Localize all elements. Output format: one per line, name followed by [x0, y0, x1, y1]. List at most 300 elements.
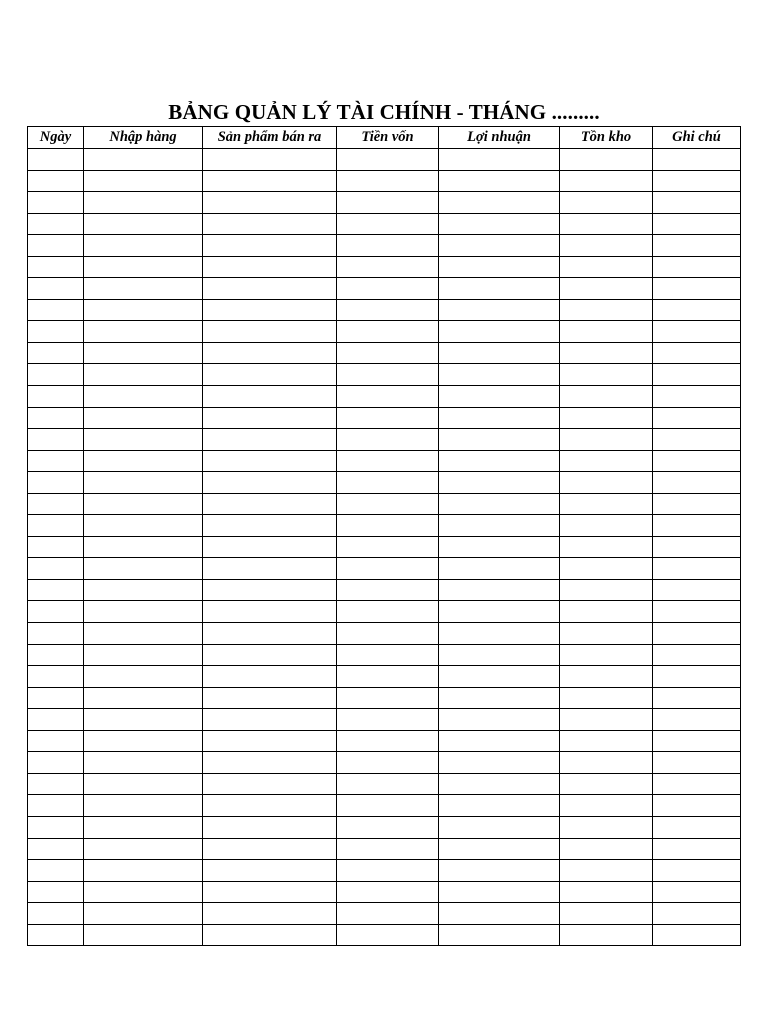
table-row — [28, 256, 741, 278]
table-cell-san-pham-ban-ra — [203, 407, 337, 429]
table-cell-ton-kho — [560, 644, 653, 666]
table-cell-ngay — [28, 601, 84, 623]
table-row — [28, 407, 741, 429]
table-cell-nhap-hang — [84, 170, 203, 192]
table-cell-loi-nhuan — [439, 816, 560, 838]
table-row — [28, 342, 741, 364]
table-cell-ngay — [28, 924, 84, 946]
table-row — [28, 515, 741, 537]
table-cell-ton-kho — [560, 149, 653, 171]
table-cell-san-pham-ban-ra — [203, 536, 337, 558]
table-row — [28, 170, 741, 192]
table-row — [28, 278, 741, 300]
table-cell-san-pham-ban-ra — [203, 860, 337, 882]
table-cell-san-pham-ban-ra — [203, 623, 337, 645]
table-cell-ngay — [28, 493, 84, 515]
table-cell-ghi-chu — [653, 235, 741, 257]
table-cell-loi-nhuan — [439, 493, 560, 515]
table-cell-nhap-hang — [84, 192, 203, 214]
table-cell-san-pham-ban-ra — [203, 386, 337, 408]
table-cell-tien-von — [337, 321, 439, 343]
table-cell-san-pham-ban-ra — [203, 881, 337, 903]
table-cell-ghi-chu — [653, 601, 741, 623]
table-cell-ton-kho — [560, 407, 653, 429]
table-cell-ghi-chu — [653, 386, 741, 408]
table-cell-loi-nhuan — [439, 278, 560, 300]
table-cell-ngay — [28, 472, 84, 494]
table-cell-ghi-chu — [653, 687, 741, 709]
table-cell-san-pham-ban-ra — [203, 299, 337, 321]
table-cell-ngay — [28, 170, 84, 192]
table-row — [28, 450, 741, 472]
table-cell-ghi-chu — [653, 170, 741, 192]
table-cell-tien-von — [337, 903, 439, 925]
table-cell-ghi-chu — [653, 860, 741, 882]
table-cell-ton-kho — [560, 278, 653, 300]
table-cell-ghi-chu — [653, 192, 741, 214]
table-cell-ghi-chu — [653, 278, 741, 300]
table-cell-ton-kho — [560, 364, 653, 386]
table-cell-ghi-chu — [653, 838, 741, 860]
table-cell-san-pham-ban-ra — [203, 558, 337, 580]
table-cell-tien-von — [337, 235, 439, 257]
table-cell-nhap-hang — [84, 730, 203, 752]
table-cell-loi-nhuan — [439, 321, 560, 343]
table-cell-ghi-chu — [653, 903, 741, 925]
table-cell-ngay — [28, 579, 84, 601]
table-cell-nhap-hang — [84, 536, 203, 558]
table-cell-ghi-chu — [653, 364, 741, 386]
table-row — [28, 816, 741, 838]
table-cell-ngay — [28, 386, 84, 408]
table-cell-tien-von — [337, 795, 439, 817]
table-cell-nhap-hang — [84, 558, 203, 580]
table-cell-ghi-chu — [653, 730, 741, 752]
table-cell-san-pham-ban-ra — [203, 795, 337, 817]
table-cell-ton-kho — [560, 299, 653, 321]
table-cell-tien-von — [337, 601, 439, 623]
column-header-loi-nhuan: Lợi nhuận — [439, 127, 560, 149]
table-cell-ton-kho — [560, 623, 653, 645]
table-cell-loi-nhuan — [439, 924, 560, 946]
table-row — [28, 795, 741, 817]
table-row — [28, 709, 741, 731]
table-cell-ngay — [28, 752, 84, 774]
table-cell-ngay — [28, 213, 84, 235]
table-cell-ton-kho — [560, 256, 653, 278]
table-header — [28, 127, 741, 149]
table-cell-ghi-chu — [653, 644, 741, 666]
table-cell-ngay — [28, 342, 84, 364]
table-row — [28, 321, 741, 343]
table-cell-san-pham-ban-ra — [203, 278, 337, 300]
table-cell-nhap-hang — [84, 515, 203, 537]
table-cell-ngay — [28, 407, 84, 429]
table-row — [28, 364, 741, 386]
table-cell-nhap-hang — [84, 342, 203, 364]
table-cell-ghi-chu — [653, 816, 741, 838]
table-cell-loi-nhuan — [439, 881, 560, 903]
table-row — [28, 235, 741, 257]
table-cell-ghi-chu — [653, 321, 741, 343]
table-row — [28, 213, 741, 235]
table-cell-ngay — [28, 623, 84, 645]
table-cell-nhap-hang — [84, 816, 203, 838]
table-cell-ghi-chu — [653, 795, 741, 817]
table-cell-nhap-hang — [84, 429, 203, 451]
table-cell-san-pham-ban-ra — [203, 364, 337, 386]
table-cell-san-pham-ban-ra — [203, 601, 337, 623]
table-row — [28, 299, 741, 321]
table-cell-san-pham-ban-ra — [203, 149, 337, 171]
table-cell-san-pham-ban-ra — [203, 429, 337, 451]
table-cell-san-pham-ban-ra — [203, 816, 337, 838]
column-header-ghi-chu: Ghi chú — [653, 127, 741, 149]
table-row — [28, 493, 741, 515]
table-cell-ton-kho — [560, 838, 653, 860]
table-cell-ngay — [28, 235, 84, 257]
table-cell-ghi-chu — [653, 773, 741, 795]
table-cell-san-pham-ban-ra — [203, 235, 337, 257]
table-cell-ngay — [28, 903, 84, 925]
table-cell-tien-von — [337, 773, 439, 795]
table-cell-loi-nhuan — [439, 407, 560, 429]
table-cell-ghi-chu — [653, 623, 741, 645]
table-row — [28, 623, 741, 645]
table-cell-tien-von — [337, 623, 439, 645]
table-row — [28, 536, 741, 558]
table-cell-tien-von — [337, 860, 439, 882]
table-cell-nhap-hang — [84, 299, 203, 321]
table-cell-nhap-hang — [84, 881, 203, 903]
table-cell-tien-von — [337, 666, 439, 688]
table-cell-loi-nhuan — [439, 256, 560, 278]
table-row — [28, 838, 741, 860]
table-cell-ton-kho — [560, 536, 653, 558]
table-cell-ghi-chu — [653, 450, 741, 472]
table-cell-ngay — [28, 321, 84, 343]
table-cell-ghi-chu — [653, 429, 741, 451]
table-cell-ghi-chu — [653, 299, 741, 321]
table-cell-nhap-hang — [84, 623, 203, 645]
table-cell-ngay — [28, 558, 84, 580]
table-cell-san-pham-ban-ra — [203, 730, 337, 752]
table-row — [28, 472, 741, 494]
table-cell-ghi-chu — [653, 709, 741, 731]
table-cell-nhap-hang — [84, 709, 203, 731]
table-cell-tien-von — [337, 515, 439, 537]
table-cell-loi-nhuan — [439, 299, 560, 321]
table-cell-loi-nhuan — [439, 170, 560, 192]
table-cell-ton-kho — [560, 342, 653, 364]
table-cell-loi-nhuan — [439, 429, 560, 451]
table-cell-nhap-hang — [84, 472, 203, 494]
table-cell-tien-von — [337, 752, 439, 774]
table-cell-tien-von — [337, 816, 439, 838]
table-cell-san-pham-ban-ra — [203, 838, 337, 860]
table-row — [28, 903, 741, 925]
table-cell-nhap-hang — [84, 687, 203, 709]
table-row — [28, 924, 741, 946]
table-cell-san-pham-ban-ra — [203, 450, 337, 472]
table-cell-ngay — [28, 644, 84, 666]
table-cell-san-pham-ban-ra — [203, 644, 337, 666]
table-row — [28, 192, 741, 214]
table-cell-tien-von — [337, 838, 439, 860]
table-cell-ghi-chu — [653, 256, 741, 278]
table-cell-tien-von — [337, 364, 439, 386]
table-cell-ghi-chu — [653, 213, 741, 235]
table-cell-tien-von — [337, 644, 439, 666]
table-cell-san-pham-ban-ra — [203, 493, 337, 515]
table-cell-nhap-hang — [84, 924, 203, 946]
table-cell-ton-kho — [560, 730, 653, 752]
table-cell-ghi-chu — [653, 536, 741, 558]
table-cell-ton-kho — [560, 386, 653, 408]
table-cell-nhap-hang — [84, 579, 203, 601]
table-cell-ghi-chu — [653, 149, 741, 171]
table-cell-loi-nhuan — [439, 903, 560, 925]
table-cell-ngay — [28, 299, 84, 321]
table-cell-tien-von — [337, 450, 439, 472]
table-cell-ghi-chu — [653, 924, 741, 946]
table-cell-nhap-hang — [84, 278, 203, 300]
column-header-ton-kho: Tồn kho — [560, 127, 653, 149]
table-body — [28, 149, 741, 946]
table-cell-san-pham-ban-ra — [203, 472, 337, 494]
table-cell-ngay — [28, 795, 84, 817]
table-cell-san-pham-ban-ra — [203, 687, 337, 709]
table-cell-ngay — [28, 192, 84, 214]
table-cell-loi-nhuan — [439, 386, 560, 408]
table-cell-loi-nhuan — [439, 644, 560, 666]
table-cell-nhap-hang — [84, 386, 203, 408]
table-cell-nhap-hang — [84, 149, 203, 171]
table-cell-tien-von — [337, 881, 439, 903]
table-cell-ghi-chu — [653, 579, 741, 601]
table-cell-tien-von — [337, 730, 439, 752]
table-cell-tien-von — [337, 256, 439, 278]
table-cell-loi-nhuan — [439, 709, 560, 731]
table-cell-nhap-hang — [84, 752, 203, 774]
table-cell-san-pham-ban-ra — [203, 666, 337, 688]
table-cell-ngay — [28, 816, 84, 838]
table-cell-ghi-chu — [653, 515, 741, 537]
table-cell-nhap-hang — [84, 407, 203, 429]
table-cell-ngay — [28, 515, 84, 537]
table-cell-ton-kho — [560, 860, 653, 882]
table-cell-loi-nhuan — [439, 364, 560, 386]
table-cell-loi-nhuan — [439, 752, 560, 774]
table-cell-san-pham-ban-ra — [203, 256, 337, 278]
column-header-tien-von: Tiền vốn — [337, 127, 439, 149]
table-cell-ton-kho — [560, 795, 653, 817]
table-cell-tien-von — [337, 558, 439, 580]
table-cell-ghi-chu — [653, 493, 741, 515]
table-cell-san-pham-ban-ra — [203, 192, 337, 214]
table-cell-loi-nhuan — [439, 687, 560, 709]
table-cell-san-pham-ban-ra — [203, 709, 337, 731]
table-row — [28, 149, 741, 171]
table-cell-ton-kho — [560, 213, 653, 235]
table-cell-ton-kho — [560, 170, 653, 192]
table-cell-ton-kho — [560, 515, 653, 537]
table-cell-ton-kho — [560, 558, 653, 580]
table-cell-ton-kho — [560, 881, 653, 903]
table-cell-tien-von — [337, 687, 439, 709]
table-cell-ngay — [28, 773, 84, 795]
table-cell-nhap-hang — [84, 321, 203, 343]
table-cell-ghi-chu — [653, 752, 741, 774]
page-title: BẢNG QUẢN LÝ TÀI CHÍNH - THÁNG ......... — [168, 100, 600, 124]
table-cell-ngay — [28, 149, 84, 171]
table-cell-tien-von — [337, 342, 439, 364]
table-cell-loi-nhuan — [439, 623, 560, 645]
table-cell-san-pham-ban-ra — [203, 321, 337, 343]
table-cell-ghi-chu — [653, 881, 741, 903]
table-cell-ngay — [28, 709, 84, 731]
table-cell-ghi-chu — [653, 558, 741, 580]
table-cell-loi-nhuan — [439, 730, 560, 752]
table-row — [28, 558, 741, 580]
table-cell-loi-nhuan — [439, 795, 560, 817]
table-cell-san-pham-ban-ra — [203, 213, 337, 235]
table-cell-tien-von — [337, 429, 439, 451]
table-cell-ngay — [28, 730, 84, 752]
table-cell-tien-von — [337, 407, 439, 429]
table-cell-san-pham-ban-ra — [203, 903, 337, 925]
table-cell-tien-von — [337, 278, 439, 300]
table-cell-san-pham-ban-ra — [203, 170, 337, 192]
table-cell-ngay — [28, 536, 84, 558]
table-cell-ngay — [28, 364, 84, 386]
table-cell-loi-nhuan — [439, 860, 560, 882]
table-cell-loi-nhuan — [439, 773, 560, 795]
table-cell-nhap-hang — [84, 493, 203, 515]
table-row — [28, 601, 741, 623]
table-cell-ngay — [28, 838, 84, 860]
table-cell-ngay — [28, 666, 84, 688]
table-cell-loi-nhuan — [439, 235, 560, 257]
table-cell-loi-nhuan — [439, 192, 560, 214]
table-cell-loi-nhuan — [439, 213, 560, 235]
table-cell-ngay — [28, 278, 84, 300]
table-cell-ton-kho — [560, 773, 653, 795]
table-cell-san-pham-ban-ra — [203, 515, 337, 537]
table-cell-ngay — [28, 450, 84, 472]
table-cell-ngay — [28, 881, 84, 903]
table-cell-tien-von — [337, 493, 439, 515]
table-cell-loi-nhuan — [439, 601, 560, 623]
table-cell-ton-kho — [560, 752, 653, 774]
table-row — [28, 752, 741, 774]
table-row — [28, 687, 741, 709]
table-cell-ngay — [28, 687, 84, 709]
table-row — [28, 429, 741, 451]
table-cell-ton-kho — [560, 687, 653, 709]
table-cell-ton-kho — [560, 666, 653, 688]
table-cell-nhap-hang — [84, 773, 203, 795]
table-cell-ngay — [28, 256, 84, 278]
table-cell-ton-kho — [560, 321, 653, 343]
table-row — [28, 666, 741, 688]
table-cell-loi-nhuan — [439, 149, 560, 171]
table-cell-tien-von — [337, 192, 439, 214]
table-cell-ton-kho — [560, 472, 653, 494]
table-cell-nhap-hang — [84, 256, 203, 278]
table-cell-ton-kho — [560, 235, 653, 257]
table-cell-loi-nhuan — [439, 666, 560, 688]
table-cell-tien-von — [337, 536, 439, 558]
table-row — [28, 730, 741, 752]
table-cell-loi-nhuan — [439, 838, 560, 860]
table-cell-tien-von — [337, 299, 439, 321]
table-cell-tien-von — [337, 149, 439, 171]
table-cell-nhap-hang — [84, 601, 203, 623]
table-cell-nhap-hang — [84, 860, 203, 882]
table-cell-tien-von — [337, 170, 439, 192]
finance-ledger-table — [27, 126, 741, 946]
table-cell-tien-von — [337, 386, 439, 408]
table-cell-loi-nhuan — [439, 472, 560, 494]
table-cell-loi-nhuan — [439, 515, 560, 537]
table-cell-loi-nhuan — [439, 536, 560, 558]
table-cell-nhap-hang — [84, 903, 203, 925]
column-header-san-pham-ban-ra: Sản phẩm bán ra — [203, 127, 337, 149]
table-cell-ghi-chu — [653, 407, 741, 429]
table-cell-nhap-hang — [84, 213, 203, 235]
table-cell-san-pham-ban-ra — [203, 579, 337, 601]
table-cell-ton-kho — [560, 192, 653, 214]
table-cell-tien-von — [337, 472, 439, 494]
table-cell-loi-nhuan — [439, 558, 560, 580]
table-cell-tien-von — [337, 709, 439, 731]
table-cell-nhap-hang — [84, 364, 203, 386]
table-cell-ton-kho — [560, 816, 653, 838]
table-cell-ton-kho — [560, 429, 653, 451]
table-row — [28, 644, 741, 666]
table-cell-nhap-hang — [84, 795, 203, 817]
table-row — [28, 881, 741, 903]
table-cell-ngay — [28, 429, 84, 451]
table-row — [28, 386, 741, 408]
table-row — [28, 773, 741, 795]
column-header-ngay: Ngày — [28, 127, 84, 149]
table-cell-ghi-chu — [653, 342, 741, 364]
table-cell-ton-kho — [560, 903, 653, 925]
column-header-nhap-hang: Nhập hàng — [84, 127, 203, 149]
table-cell-ton-kho — [560, 601, 653, 623]
table-cell-ton-kho — [560, 924, 653, 946]
table-cell-loi-nhuan — [439, 579, 560, 601]
table-cell-loi-nhuan — [439, 450, 560, 472]
table-cell-ton-kho — [560, 579, 653, 601]
table-cell-nhap-hang — [84, 450, 203, 472]
table-cell-nhap-hang — [84, 235, 203, 257]
table-cell-san-pham-ban-ra — [203, 924, 337, 946]
table-cell-tien-von — [337, 924, 439, 946]
table-cell-ton-kho — [560, 450, 653, 472]
table-cell-ton-kho — [560, 709, 653, 731]
table-cell-san-pham-ban-ra — [203, 773, 337, 795]
table-cell-san-pham-ban-ra — [203, 752, 337, 774]
table-cell-loi-nhuan — [439, 342, 560, 364]
table-cell-nhap-hang — [84, 644, 203, 666]
table-cell-ghi-chu — [653, 472, 741, 494]
table-row — [28, 860, 741, 882]
table-row — [28, 579, 741, 601]
table-cell-tien-von — [337, 579, 439, 601]
